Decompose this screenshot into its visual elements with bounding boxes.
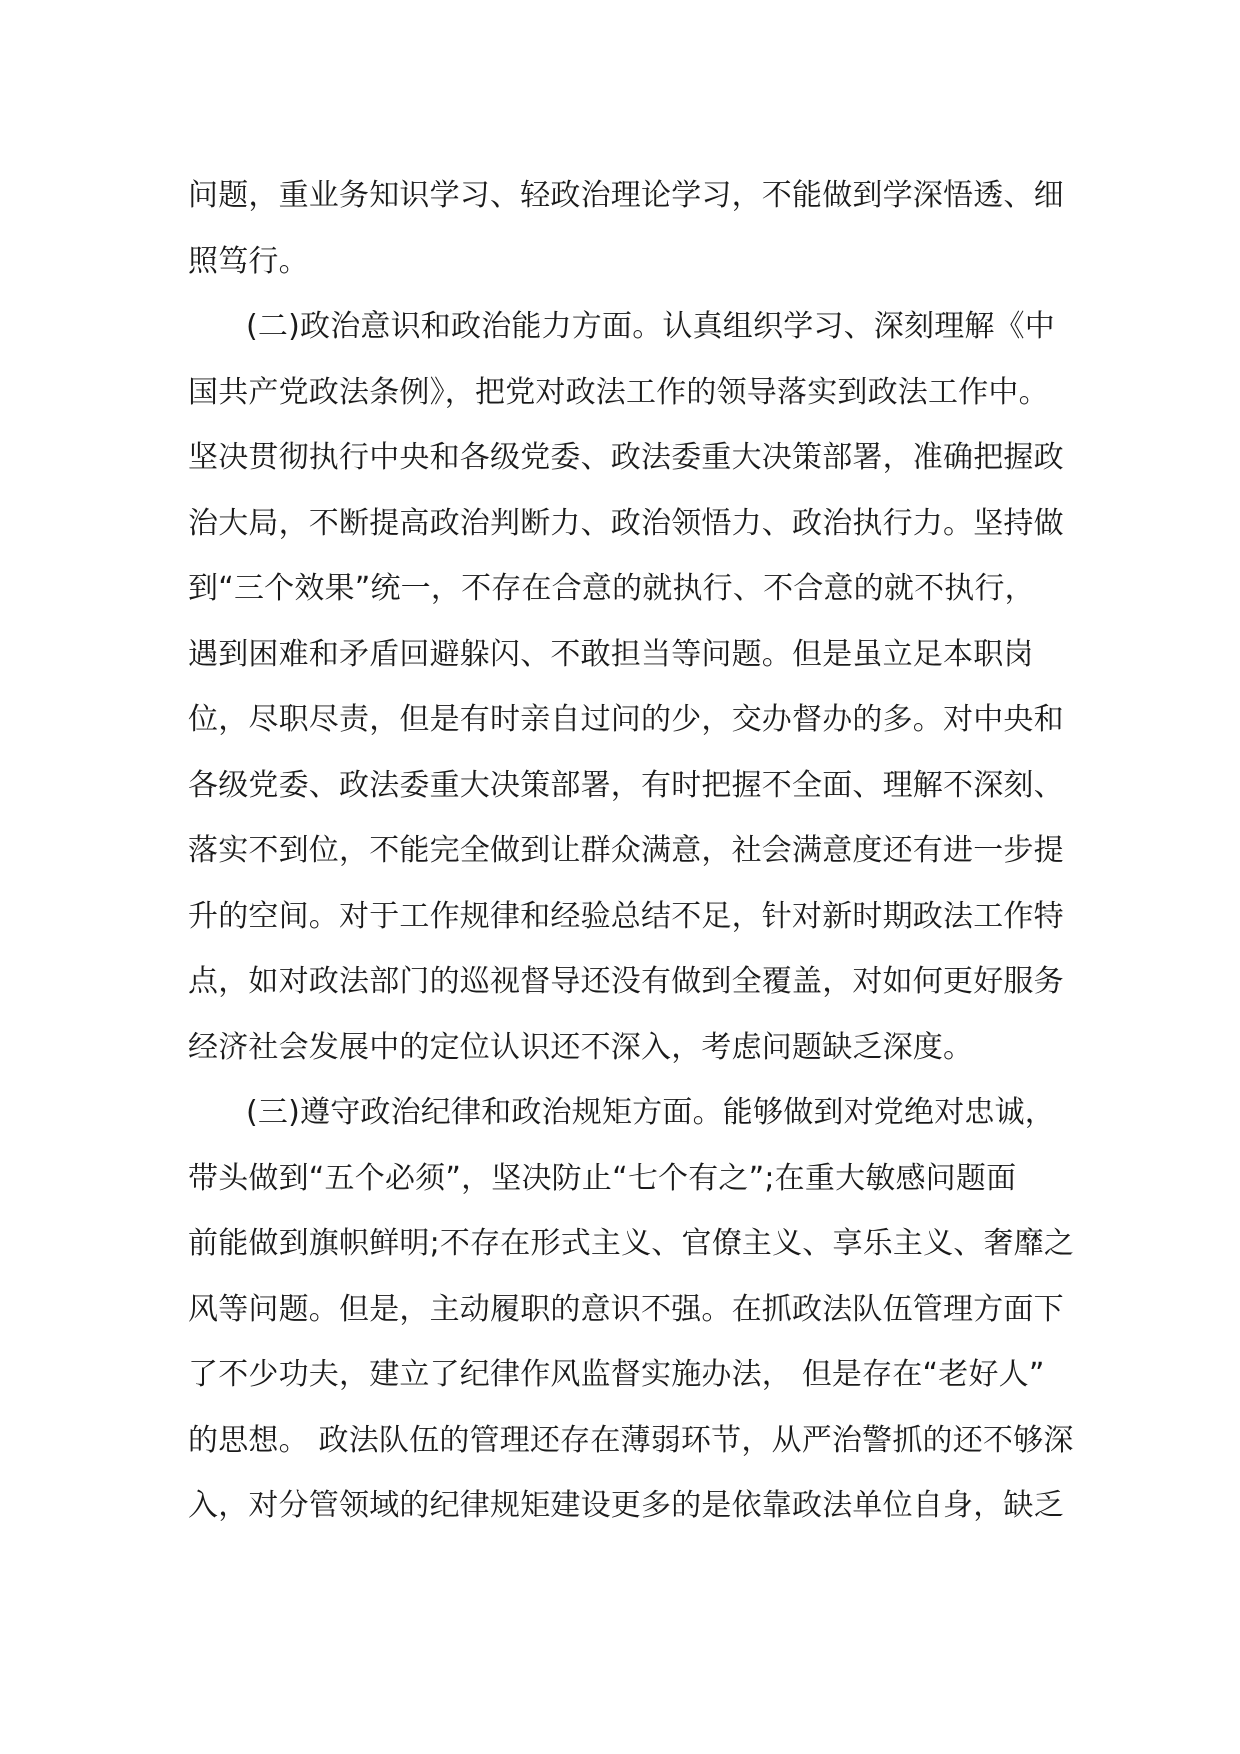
text-line-6: 治大局，不断提高政治判断力、政治领悟力、政治执行力。坚持做 xyxy=(188,505,1064,541)
text-line-5: 坚决贯彻执行中央和各级党委、政法委重大决策部署，准确把握政 xyxy=(188,440,1064,475)
text-line-2: 照笃行。 xyxy=(188,243,309,279)
text-line-9: 位，尽职尽责，但是有时亲自过问的少，交办督办的多。对中央和 xyxy=(188,702,1064,737)
text-line-7: 到“三个效果”统一，不存在合意的就执行、不合意的就不执行， xyxy=(188,571,1035,606)
text-line-14: 经济社会发展中的定位认识还不深入，考虑问题缺乏深度。 xyxy=(188,1029,974,1065)
text-line-4: 国共产党政法条例》，把党对政法工作的领导落实到政法工作中。 xyxy=(188,374,1049,410)
section-three-heading-line: (三)遵守政治纪律和政治规矩方面。能够做到对党绝对忠诚， xyxy=(246,1095,1056,1130)
text-line-12: 升的空间。对于工作规律和经验总结不足，针对新时期政法工作特 xyxy=(188,898,1064,934)
text-line-16: 带头做到“五个必须”，坚决防止“七个有之”;在重大敏感问题面 xyxy=(188,1160,1017,1196)
text-line-21: 入，对分管领域的纪律规矩建设更多的是依靠政法单位自身，缺乏 xyxy=(188,1488,1064,1523)
text-line-17: 前能做到旗帜鲜明;不存在形式主义、官僚主义、享乐主义、奢靡之 xyxy=(188,1226,1075,1261)
text-line-11: 落实不到位，不能完全做到让群众满意，社会满意度还有进一步提 xyxy=(188,833,1064,868)
text-line-10: 各级党委、政法委重大决策部署，有时把握不全面、理解不深刻、 xyxy=(188,767,1064,803)
text-line-1: 问题，重业务知识学习、轻政治理论学习，不能做到学深悟透、细 xyxy=(188,178,1064,213)
section-two-heading-line: (二)政治意识和政治能力方面。认真组织学习、深刻理解《中 xyxy=(246,309,1056,344)
text-line-20: 的思想。 政法队伍的管理还存在薄弱环节，从严治警抓的还不够深 xyxy=(188,1422,1074,1458)
text-line-18: 风等问题。但是，主动履职的意识不强。在抓政法队伍管理方面下 xyxy=(188,1291,1064,1327)
text-line-13: 点，如对政法部门的巡视督导还没有做到全覆盖，对如何更好服务 xyxy=(188,964,1064,999)
text-line-8: 遇到困难和矛盾回避躲闪、不敢担当等问题。但是虽立足本职岗 xyxy=(188,636,1034,672)
text-line-19: 了不少功夫，建立了纪律作风监督实施办法， 但是存在“老好人” xyxy=(188,1357,1045,1392)
body-text xyxy=(188,163,1075,1539)
